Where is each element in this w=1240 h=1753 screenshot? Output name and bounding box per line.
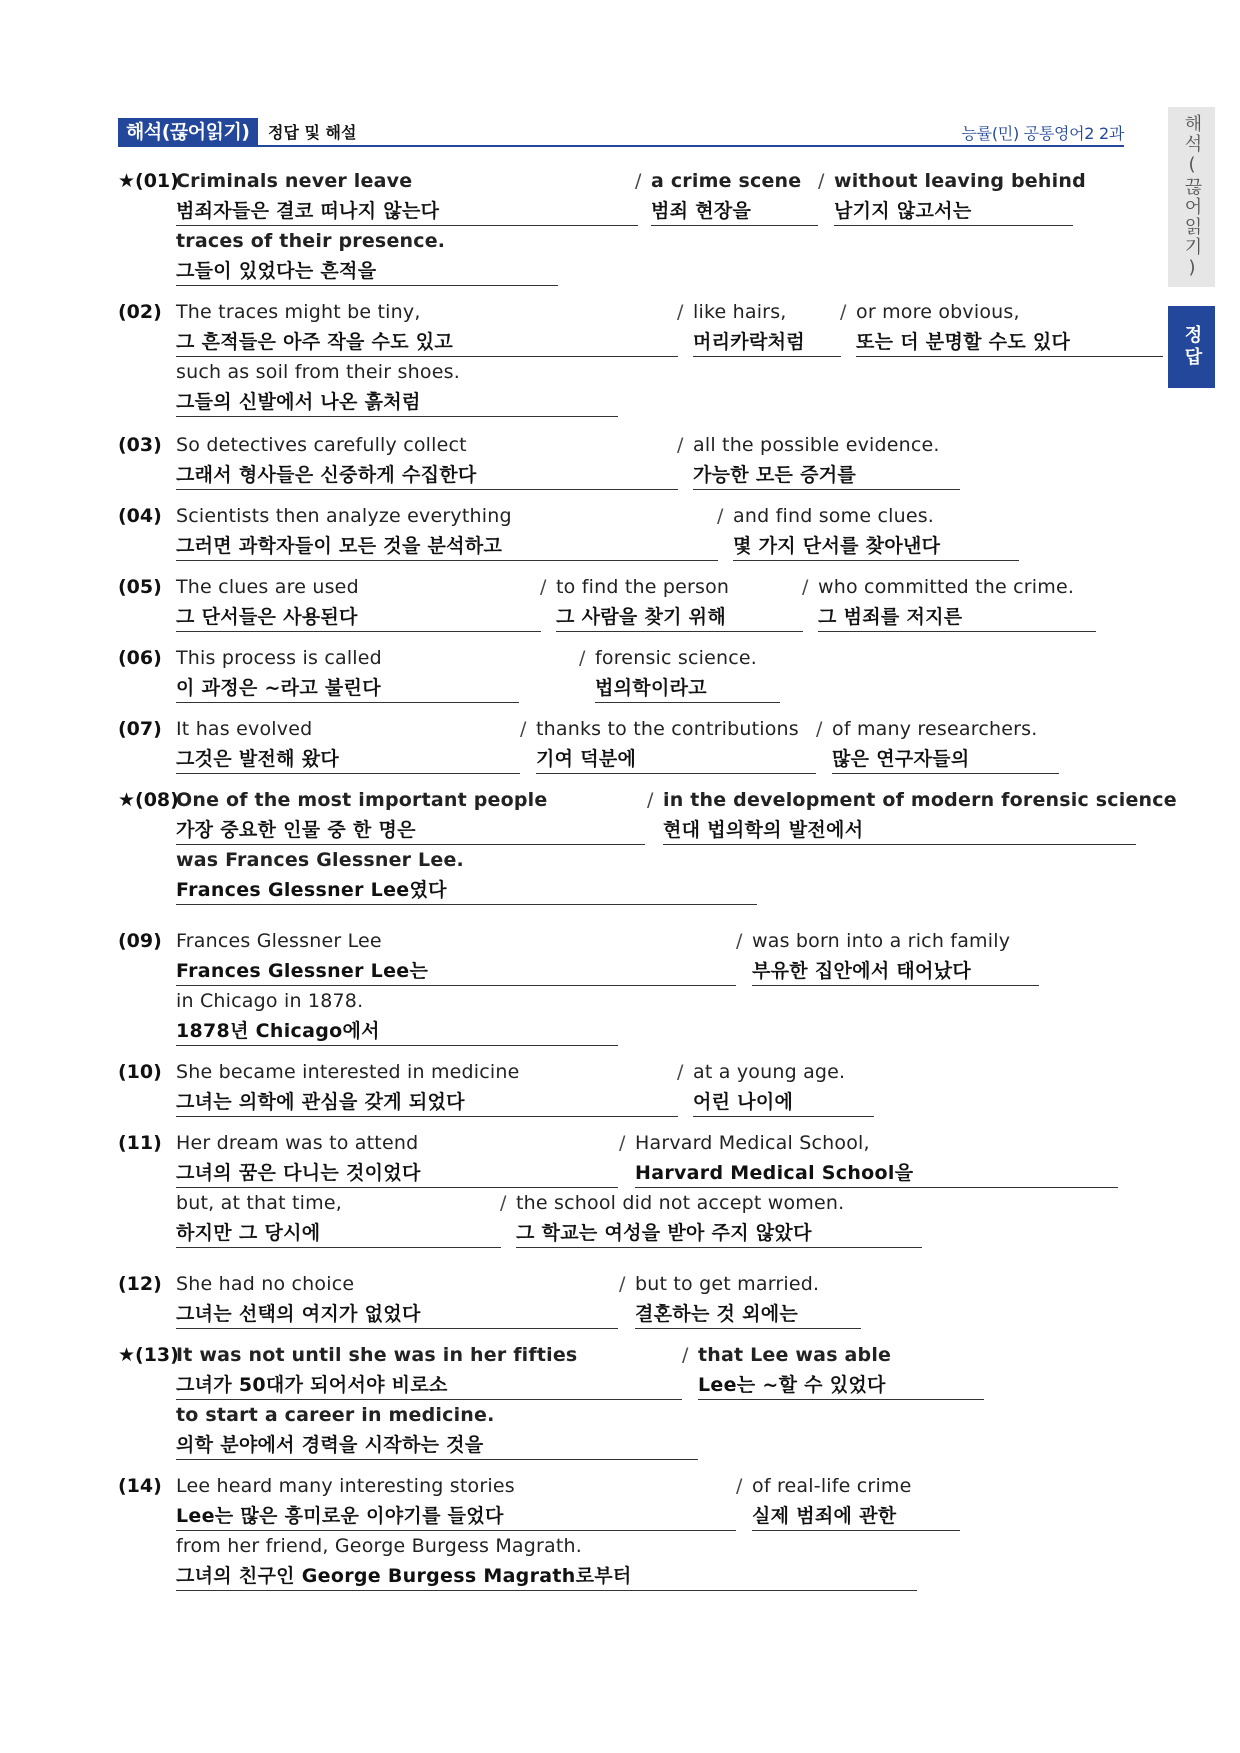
chunk bbox=[176, 1132, 618, 1188]
section-tag: 해석(끊어읽기) bbox=[118, 118, 258, 146]
chunk bbox=[682, 1344, 984, 1400]
english-chunk: The traces might be tiny, bbox=[176, 301, 421, 323]
chunk-divider: / bbox=[682, 1344, 689, 1366]
korean-translation: 그녀의 꿈은 다니는 것이었다 bbox=[176, 1162, 421, 1184]
chunk-row bbox=[118, 1344, 1118, 1404]
english-chunk: to start a career in medicine. bbox=[176, 1404, 495, 1426]
chunk-divider: / bbox=[500, 1192, 507, 1214]
chunk bbox=[677, 301, 841, 357]
korean-translation: 그 사람을 찾기 위해 bbox=[556, 606, 726, 628]
korean-translation: 의학 분야에서 경력을 시작하는 것을 bbox=[176, 1434, 484, 1456]
english-chunk: She became interested in medicine bbox=[176, 1061, 520, 1083]
chunk-divider: / bbox=[677, 301, 684, 323]
chunk bbox=[176, 230, 558, 286]
english-chunk: Criminals never leave bbox=[176, 170, 413, 192]
chunk-row bbox=[118, 1061, 1118, 1121]
english-chunk: the school did not accept women. bbox=[516, 1192, 845, 1214]
english-chunk: forensic science. bbox=[595, 647, 758, 669]
chunk-row bbox=[118, 1132, 1118, 1192]
english-chunk: Frances Glessner Lee bbox=[176, 930, 382, 952]
chunk-divider: / bbox=[520, 718, 527, 740]
english-chunk: Harvard Medical School, bbox=[635, 1132, 870, 1154]
textbook-label: 능률(민) 공통영어2 2과 bbox=[961, 124, 1124, 143]
chunk bbox=[635, 170, 818, 226]
chunk bbox=[176, 1192, 501, 1248]
korean-translation: 1878년 Chicago에서 bbox=[176, 1020, 380, 1042]
chunk-divider: / bbox=[677, 1061, 684, 1083]
chunk-row bbox=[118, 230, 1118, 290]
chunk-divider: / bbox=[677, 434, 684, 456]
chunk-row bbox=[118, 718, 1118, 778]
chunk bbox=[176, 1535, 917, 1591]
korean-translation: Frances Glessner Lee는 bbox=[176, 960, 429, 982]
korean-translation: Lee는 ~할 수 있었다 bbox=[698, 1374, 886, 1396]
section-subtitle: 정답 및 해설 bbox=[268, 123, 357, 142]
chunk-divider: / bbox=[818, 170, 825, 192]
chunk bbox=[176, 505, 718, 561]
sentence-number: ★(08) bbox=[118, 789, 179, 811]
chunk-divider: / bbox=[816, 718, 823, 740]
english-chunk: but, at that time, bbox=[176, 1192, 342, 1214]
english-chunk: traces of their presence. bbox=[176, 230, 446, 252]
korean-translation: 그녀는 의학에 관심을 갖게 되었다 bbox=[176, 1091, 465, 1113]
korean-translation: 가능한 모든 증거를 bbox=[693, 464, 857, 486]
sentence-number: (11) bbox=[118, 1132, 162, 1154]
side-tab-answers[interactable] bbox=[1168, 306, 1215, 388]
chunk bbox=[176, 361, 618, 417]
chunk bbox=[540, 576, 803, 632]
chunk-row bbox=[118, 361, 1118, 421]
english-chunk: of many researchers. bbox=[832, 718, 1038, 740]
chunk bbox=[802, 576, 1096, 632]
chunk bbox=[816, 718, 1059, 774]
korean-translation: 범죄자들은 결코 떠나지 않는다 bbox=[176, 200, 440, 222]
chunk bbox=[579, 647, 780, 703]
korean-translation: 그것은 발전해 왔다 bbox=[176, 748, 340, 770]
chunk-row bbox=[118, 1475, 1118, 1535]
chunk bbox=[176, 1404, 698, 1460]
english-chunk: Scientists then analyze everything bbox=[176, 505, 512, 527]
korean-translation: 어린 나이에 bbox=[693, 1091, 794, 1113]
korean-translation: 그 흔적들은 아주 작을 수도 있고 bbox=[176, 331, 454, 353]
korean-translation: 많은 연구자들의 bbox=[832, 748, 970, 770]
chunk bbox=[176, 170, 638, 226]
korean-translation: 하지만 그 당시에 bbox=[176, 1222, 321, 1244]
chunk-row bbox=[118, 1404, 1118, 1464]
chunk-divider: / bbox=[840, 301, 847, 323]
chunk bbox=[619, 1273, 861, 1329]
sentence-number: ★(01) bbox=[118, 170, 179, 192]
korean-translation: Frances Glessner Lee였다 bbox=[176, 879, 447, 901]
chunk-row bbox=[118, 301, 1118, 361]
chunk bbox=[619, 1132, 1118, 1188]
chunk-divider: / bbox=[540, 576, 547, 598]
english-chunk: such as soil from their shoes. bbox=[176, 361, 460, 383]
chunk-divider: / bbox=[635, 170, 642, 192]
chunk bbox=[818, 170, 1086, 226]
korean-translation: 그 범죄를 저지른 bbox=[818, 606, 963, 628]
english-chunk: and find some clues. bbox=[733, 505, 935, 527]
chunk-divider: / bbox=[736, 930, 743, 952]
korean-translation: 현대 법의학의 발전에서 bbox=[663, 819, 864, 841]
chunk bbox=[736, 1475, 960, 1531]
korean-translation: 범죄 현장을 bbox=[651, 200, 752, 222]
chunk bbox=[717, 505, 1019, 561]
chunk bbox=[176, 990, 618, 1046]
chunk bbox=[176, 849, 757, 905]
english-chunk: a crime scene bbox=[651, 170, 802, 192]
chunk-row bbox=[118, 1273, 1118, 1333]
sentence-number: (07) bbox=[118, 718, 162, 740]
english-chunk: was born into a rich family bbox=[752, 930, 1011, 952]
chunk-row bbox=[118, 1535, 1118, 1595]
chunk-divider: / bbox=[619, 1132, 626, 1154]
english-chunk: She had no choice bbox=[176, 1273, 355, 1295]
chunk bbox=[677, 1061, 874, 1117]
chunk bbox=[176, 647, 519, 703]
english-chunk: without leaving behind bbox=[834, 170, 1086, 192]
korean-translation: 몇 가지 단서를 찾아낸다 bbox=[733, 535, 941, 557]
chunk bbox=[176, 930, 736, 986]
english-chunk: Her dream was to attend bbox=[176, 1132, 419, 1154]
chunk-row bbox=[118, 789, 1177, 849]
english-chunk: Lee heard many interesting stories bbox=[176, 1475, 515, 1497]
chunk-row bbox=[118, 1192, 1118, 1252]
chunk-divider: / bbox=[619, 1273, 626, 1295]
side-tab-translation[interactable] bbox=[1168, 107, 1215, 287]
korean-translation: Harvard Medical School을 bbox=[635, 1162, 914, 1184]
chunk-row bbox=[118, 576, 1118, 636]
sentence-number: (04) bbox=[118, 505, 162, 527]
english-chunk: This process is called bbox=[176, 647, 382, 669]
korean-translation: 또는 더 분명할 수도 있다 bbox=[856, 331, 1071, 353]
chunk-row bbox=[118, 647, 1118, 707]
chunk bbox=[176, 1061, 678, 1117]
sentence-number: (05) bbox=[118, 576, 162, 598]
chunk bbox=[176, 434, 678, 490]
english-chunk: One of the most important people bbox=[176, 789, 548, 811]
chunk bbox=[176, 1344, 682, 1400]
korean-translation: 그녀가 50대가 되어서야 비로소 bbox=[176, 1374, 448, 1396]
english-chunk: of real-life crime bbox=[752, 1475, 912, 1497]
korean-translation: 그 학교는 여성을 받아 주지 않았다 bbox=[516, 1222, 812, 1244]
english-chunk: was Frances Glessner Lee. bbox=[176, 849, 464, 871]
sentence-number: (09) bbox=[118, 930, 162, 952]
korean-translation: 부유한 집안에서 태어났다 bbox=[752, 960, 972, 982]
chunk bbox=[500, 1192, 922, 1248]
sentence-number: ★(13) bbox=[118, 1344, 179, 1366]
korean-translation: 그 단서들은 사용된다 bbox=[176, 606, 358, 628]
chunk bbox=[176, 789, 645, 845]
english-chunk: but to get married. bbox=[635, 1273, 820, 1295]
chunk-row bbox=[118, 505, 1118, 565]
chunk-row bbox=[118, 849, 1118, 909]
chunk-row bbox=[118, 930, 1118, 990]
korean-translation: 법의학이라고 bbox=[595, 677, 707, 699]
english-chunk: The clues are used bbox=[176, 576, 359, 598]
chunk-row bbox=[118, 990, 1118, 1050]
korean-translation: 이 과정은 ~라고 불린다 bbox=[176, 677, 381, 699]
sentence-number: (10) bbox=[118, 1061, 162, 1083]
chunk bbox=[176, 576, 541, 632]
english-chunk: It was not until she was in her fifties bbox=[176, 1344, 578, 1366]
sentence-number: (12) bbox=[118, 1273, 162, 1295]
english-chunk: to find the person bbox=[556, 576, 730, 598]
chunk bbox=[176, 718, 520, 774]
sentence-number: (02) bbox=[118, 301, 162, 323]
chunk bbox=[736, 930, 1039, 986]
korean-translation: 그러면 과학자들이 모든 것을 분석하고 bbox=[176, 535, 503, 557]
chunk-divider: / bbox=[802, 576, 809, 598]
chunk bbox=[677, 434, 960, 490]
chunk bbox=[840, 301, 1163, 357]
korean-translation: 그래서 형사들은 신중하게 수집한다 bbox=[176, 464, 477, 486]
english-chunk: in the development of modern forensic science bbox=[663, 789, 1177, 811]
chunk-divider: / bbox=[717, 505, 724, 527]
chunk bbox=[176, 1273, 618, 1329]
korean-translation: 기여 덕분에 bbox=[536, 748, 637, 770]
korean-translation: 그들의 신발에서 나온 흙처럼 bbox=[176, 391, 421, 413]
sentence-number: (03) bbox=[118, 434, 162, 456]
english-chunk: all the possible evidence. bbox=[693, 434, 940, 456]
english-chunk: in Chicago in 1878. bbox=[176, 990, 364, 1012]
english-chunk: at a young age. bbox=[693, 1061, 846, 1083]
korean-translation: 그들이 있었다는 흔적을 bbox=[176, 260, 377, 282]
sentence-number: (14) bbox=[118, 1475, 162, 1497]
english-chunk: like hairs, bbox=[693, 301, 787, 323]
page-header bbox=[118, 118, 1124, 146]
korean-translation: 남기지 않고서는 bbox=[834, 200, 972, 222]
chunk bbox=[176, 1475, 736, 1531]
header-divider bbox=[118, 145, 1124, 147]
chunk-row bbox=[118, 170, 1118, 230]
chunk bbox=[176, 301, 678, 357]
sentence-number: (06) bbox=[118, 647, 162, 669]
korean-translation: Lee는 많은 흥미로운 이야기를 들었다 bbox=[176, 1505, 504, 1527]
english-chunk: thanks to the contributions bbox=[536, 718, 799, 740]
side-tab-answers-label: 정답 bbox=[1181, 325, 1203, 369]
korean-translation: 결혼하는 것 외에는 bbox=[635, 1303, 799, 1325]
korean-translation: 그녀의 친구인 George Burgess Magrath로부터 bbox=[176, 1565, 632, 1587]
chunk-divider: / bbox=[647, 789, 654, 811]
english-chunk: who committed the crime. bbox=[818, 576, 1075, 598]
chunk-row bbox=[118, 434, 1118, 494]
side-tab-translation-label: 해석(끊어읽기) bbox=[1181, 114, 1203, 280]
korean-translation: 가장 중요한 인물 중 한 명은 bbox=[176, 819, 416, 841]
korean-translation: 그녀는 선택의 여지가 없었다 bbox=[176, 1303, 421, 1325]
chunk bbox=[520, 718, 816, 774]
chunk-divider: / bbox=[736, 1475, 743, 1497]
english-chunk: or more obvious, bbox=[856, 301, 1020, 323]
korean-translation: 실제 범죄에 관한 bbox=[752, 1505, 897, 1527]
english-chunk: So detectives carefully collect bbox=[176, 434, 467, 456]
english-chunk: from her friend, George Burgess Magrath. bbox=[176, 1535, 583, 1557]
chunk bbox=[647, 789, 1177, 845]
english-chunk: that Lee was able bbox=[698, 1344, 892, 1366]
korean-translation: 머리카락처럼 bbox=[693, 331, 805, 353]
english-chunk: It has evolved bbox=[176, 718, 313, 740]
chunk-divider: / bbox=[579, 647, 586, 669]
